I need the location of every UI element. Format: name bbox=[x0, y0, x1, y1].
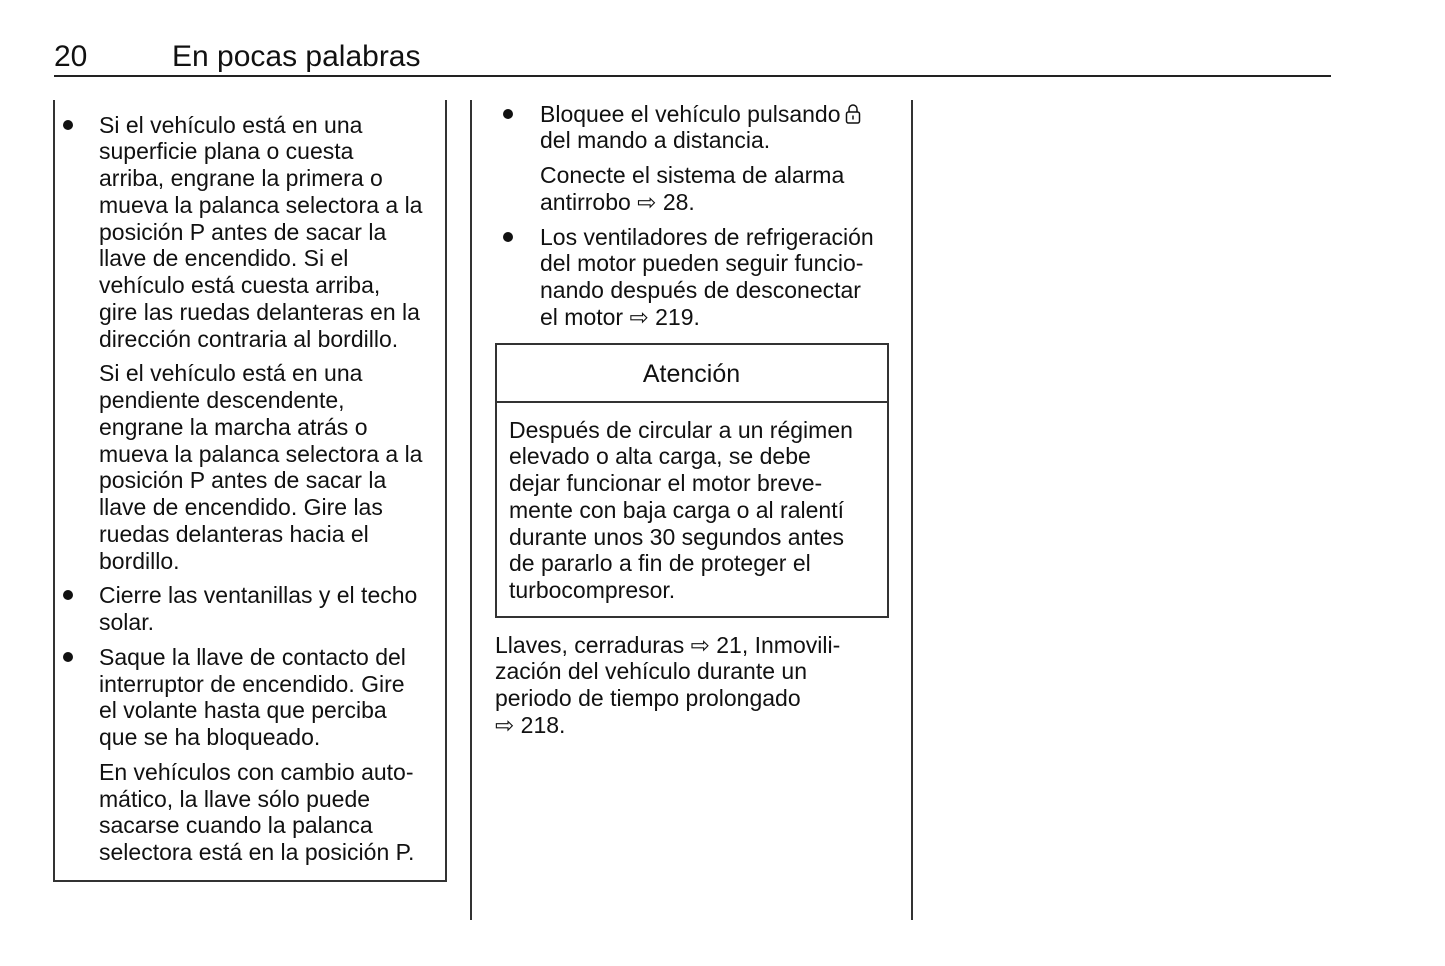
text-line-content: llave de encendido. Si el bbox=[99, 245, 349, 272]
left-box-border-bottom bbox=[53, 880, 447, 882]
text-line bbox=[540, 127, 861, 154]
text-line-content: el motor ⇨ 219. bbox=[540, 303, 700, 330]
text-line-content: nando después de desconectar bbox=[540, 277, 861, 303]
page-number: 20 bbox=[54, 40, 88, 73]
attention-title: Atención bbox=[642, 360, 741, 388]
text-line bbox=[509, 497, 853, 524]
text-line bbox=[509, 470, 853, 497]
text-line bbox=[99, 272, 422, 299]
text-line bbox=[99, 360, 422, 387]
text-line-content: Conecte el sistema de alarma bbox=[540, 162, 845, 188]
text-line-content: dejar funcionar el motor breve- bbox=[509, 470, 823, 496]
text-line bbox=[99, 644, 406, 671]
bullet-icon bbox=[503, 232, 513, 242]
text-line-content: antirrobo ⇨ 28. bbox=[540, 188, 695, 215]
column-divider bbox=[470, 100, 472, 920]
text-line-content: dirección contraria al bordillo. bbox=[99, 325, 399, 352]
text-line bbox=[99, 441, 422, 468]
text-line bbox=[99, 548, 422, 575]
text-line bbox=[495, 712, 840, 739]
text-line-content: gire las ruedas delanteras en la bbox=[99, 298, 420, 325]
text-line-content: interruptor de encendido. Gire bbox=[99, 670, 405, 697]
text-line bbox=[540, 162, 844, 189]
text-line-content: ruedas delanteras hacia el bbox=[99, 520, 369, 547]
bullet-item bbox=[99, 112, 422, 353]
text-line-content: el volante hasta que perciba bbox=[99, 697, 387, 724]
text-line bbox=[99, 521, 422, 548]
text-line bbox=[99, 112, 422, 139]
text-line-content: sacarse cuando la palanca bbox=[99, 812, 373, 839]
text-line-content: mente con baja carga o al ralentí bbox=[509, 496, 844, 523]
text-line bbox=[99, 219, 422, 246]
text-line bbox=[509, 443, 853, 470]
text-line bbox=[99, 138, 422, 165]
text-line-content: Cierre las ventanillas y el techo bbox=[99, 582, 418, 609]
text-line bbox=[509, 524, 853, 551]
left-box-border-left bbox=[53, 100, 55, 882]
text-line-content: Después de circular a un régimen bbox=[509, 416, 853, 443]
text-line-content: arriba, engrane la primera o bbox=[99, 165, 383, 191]
text-line bbox=[540, 304, 874, 331]
text-line bbox=[540, 101, 861, 128]
lock-icon bbox=[841, 101, 861, 127]
text-line-content: En vehículos con cambio auto- bbox=[99, 758, 414, 785]
text-line bbox=[99, 414, 422, 441]
text-line bbox=[99, 299, 422, 326]
text-line-content: de pararlo a fin de proteger el bbox=[509, 550, 811, 577]
text-line-content: elevado o alta carga, se debe bbox=[509, 443, 811, 470]
text-line bbox=[495, 658, 840, 685]
text-line bbox=[99, 839, 414, 866]
paragraph bbox=[99, 360, 422, 574]
text-line-content: vehículo está cuesta arriba, bbox=[99, 272, 381, 298]
attention-text bbox=[509, 417, 853, 604]
text-line-content: Si el vehículo está en una bbox=[99, 360, 363, 387]
text-line-content: mático, la llave sólo puede bbox=[99, 785, 371, 812]
text-line-content: durante unos 30 segundos antes bbox=[509, 523, 845, 550]
text-line-content: solar. bbox=[99, 609, 154, 635]
bullet-item bbox=[99, 582, 417, 636]
column-divider bbox=[911, 100, 913, 920]
cross-references bbox=[495, 632, 840, 739]
paragraph bbox=[540, 162, 844, 216]
text-line-content: Los ventiladores de refrigeración bbox=[540, 223, 874, 250]
bullet-icon bbox=[63, 590, 73, 600]
bullet-icon bbox=[503, 109, 513, 119]
text-line bbox=[99, 759, 414, 786]
text-line bbox=[99, 786, 414, 813]
text-line-content: periodo de tiempo prolongado bbox=[495, 685, 801, 711]
text-line-content: bordillo. bbox=[99, 547, 180, 574]
text-line-content: Bloquee el vehículo pulsando bbox=[540, 100, 841, 127]
page-title: En pocas palabras bbox=[172, 40, 421, 73]
text-line-content: llave de encendido. Gire las bbox=[99, 494, 383, 520]
bullet-item bbox=[99, 644, 406, 751]
text-line-content: del mando a distancia. bbox=[540, 127, 771, 154]
text-line bbox=[99, 494, 422, 521]
text-line bbox=[99, 326, 422, 353]
text-line bbox=[99, 192, 422, 219]
text-line-content: superficie plana o cuesta bbox=[99, 138, 354, 165]
text-line-content: mueva la palanca selectora a la bbox=[99, 440, 423, 467]
text-line bbox=[99, 724, 406, 751]
text-line-content: Llaves, cerraduras ⇨ 21, Inmovili- bbox=[495, 631, 841, 658]
text-line-content: turbocompresor. bbox=[509, 577, 676, 603]
bullet-icon bbox=[63, 652, 73, 662]
text-line bbox=[509, 550, 853, 577]
text-line bbox=[540, 189, 844, 216]
text-line-content: Si el vehículo está en una bbox=[99, 111, 363, 138]
text-line bbox=[509, 577, 853, 604]
text-line bbox=[99, 609, 417, 636]
text-line bbox=[540, 277, 874, 304]
text-line bbox=[495, 685, 840, 712]
text-line bbox=[99, 245, 422, 272]
text-line-content: que se ha bloqueado. bbox=[99, 724, 321, 750]
text-line bbox=[99, 697, 406, 724]
text-line-content: posición P antes de sacar la bbox=[99, 467, 387, 494]
text-line bbox=[509, 417, 853, 444]
text-line-content: ⇨ 218. bbox=[495, 711, 566, 738]
text-line bbox=[99, 812, 414, 839]
left-box-border-right bbox=[445, 100, 447, 882]
text-line-content: engrane la marcha atrás o bbox=[99, 413, 368, 440]
text-line bbox=[99, 165, 422, 192]
header-rule bbox=[54, 75, 1331, 77]
text-line-content: posición P antes de sacar la bbox=[99, 218, 387, 245]
text-line bbox=[495, 632, 840, 659]
bullet-item bbox=[540, 224, 874, 331]
text-line bbox=[540, 224, 874, 251]
text-line bbox=[99, 387, 422, 414]
text-line bbox=[99, 671, 406, 698]
text-line-content: pendiente descendente, bbox=[99, 387, 345, 413]
bullet-icon bbox=[63, 120, 73, 130]
text-line-content: mueva la palanca selectora a la bbox=[99, 191, 423, 218]
text-line bbox=[540, 250, 874, 277]
text-line-content: selectora está en la posición P. bbox=[99, 839, 415, 865]
attention-divider bbox=[495, 401, 889, 403]
text-line-content: del motor pueden seguir funcio- bbox=[540, 250, 864, 277]
text-line bbox=[99, 582, 417, 609]
text-line bbox=[99, 467, 422, 494]
bullet-item bbox=[540, 101, 861, 155]
text-line-content: Saque la llave de contacto del bbox=[99, 643, 406, 670]
paragraph bbox=[99, 759, 414, 866]
text-line-content: zación del vehículo durante un bbox=[495, 658, 807, 685]
